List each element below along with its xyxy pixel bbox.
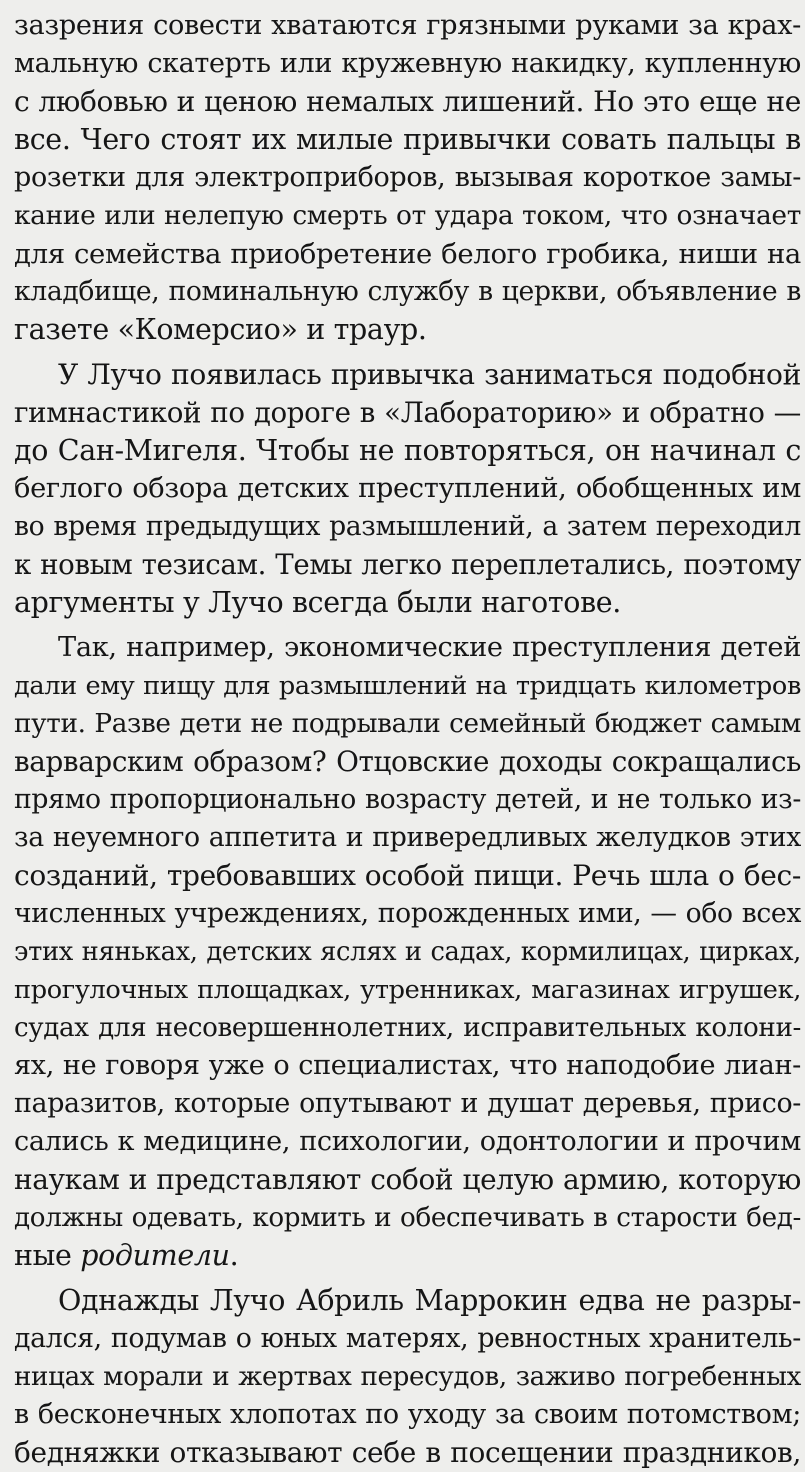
text-line: в бесконечных хлопотах по уходу за своим потомством; (14, 1399, 801, 1430)
text-line-final (14, 1237, 801, 1275)
text-line: созданий, требовавших особой пищи. Речь шла о бес- (14, 859, 801, 892)
text-line: Так, например, экономические преступления детей (58, 632, 801, 663)
text-line: варварским образом? Отцовские доходы сокращались (14, 745, 801, 778)
text-line: сались к медицине, психологии, одонтологии и прочим (14, 1126, 801, 1157)
paragraph-2 (14, 356, 801, 622)
text-line: должны одевать, кормить и обеспечивать в старости бед- (14, 1203, 801, 1233)
text-line: численных учреждениях, порожденных ими, — обо всех (14, 898, 801, 929)
text-line: до Сан-Мигеля. Чтобы не повторяться, он начинал с (14, 434, 801, 467)
text-line: зазрения совести хватаются грязными руками за крах- (14, 10, 801, 41)
text-line: газете «Комерсио» и траур. (14, 313, 427, 346)
text-line: судах для несовершеннолетних, исправительных колони- (14, 1013, 801, 1043)
text-line: кание или нелепую смерть от удара током, что означает (14, 200, 801, 231)
text-line: паразитов, которые опутывают и душат деревья, присо- (14, 1088, 801, 1119)
text-line: дался, подумав о юных матерях, ревностных хранитель- (14, 1323, 801, 1354)
text-line: прямо пропорционально возрасту детей, и не только из- (14, 784, 801, 815)
text-line: розетки для электроприборов, вызывая короткое замы- (14, 162, 801, 193)
text-line: ницах морали и жертвах пересудов, заживо погребенных (14, 1362, 801, 1392)
text-line: этих няньках, детских яслях и садах, кормилицах, цирках, (14, 937, 801, 967)
text-line: прогулочных площадках, утренниках, магазинах игрушек, (14, 975, 801, 1005)
text-line: Однажды Лучо Абриль Маррокин едва не разры- (58, 1284, 801, 1317)
text-line: во время предыдущих размышлений, а затем переходил (14, 511, 801, 542)
text-line: все. Чего стоят их милые привычки совать пальцы в (14, 123, 801, 156)
text-line: У Лучо появилась привычка заниматься подобной (58, 358, 801, 391)
text-fragment: . (229, 1239, 239, 1272)
text-line: бедняжки отказывают себе в посещении праздников, (14, 1436, 801, 1469)
paragraph-3 (14, 629, 801, 1275)
text-fragment: ные (14, 1239, 81, 1272)
text-line: наукам и представляют собой целую армию, которую (14, 1163, 801, 1196)
paragraph-4 (14, 1282, 801, 1472)
text-line: дали ему пищу для размышлений на тридцать километров (14, 671, 801, 701)
text-line: пути. Разве дети не подрывали семейный бюджет самым (14, 709, 801, 739)
text-line: за неуемного аппетита и привередливых желудков этих (14, 822, 801, 853)
text-line: ях, не говоря уже о специалистах, что наподобие лиан- (14, 1050, 801, 1081)
paragraph-1 (14, 7, 801, 349)
text-line: мальную скатерть или кружевную накидку, купленную (14, 48, 801, 79)
text-line: с любовью и ценою немалых лишений. Но это еще не (14, 85, 801, 118)
text-line: аргументы у Лучо всегда были наготове. (14, 586, 621, 619)
italic-word: родители (80, 1239, 230, 1272)
text-line: гимнастикой по дороге в «Лабораторию» и обратно — (14, 396, 801, 429)
text-line: для семейства приобретение белого гробика, ниши на (14, 238, 801, 270)
text-line: кладбище, поминальную службу в церкви, объявление в (14, 276, 801, 307)
text-line: к новым тезисам. Темы легко переплетались, поэтому (14, 548, 801, 581)
text-line: беглого обзора детских преступлений, обобщенных им (14, 473, 801, 504)
